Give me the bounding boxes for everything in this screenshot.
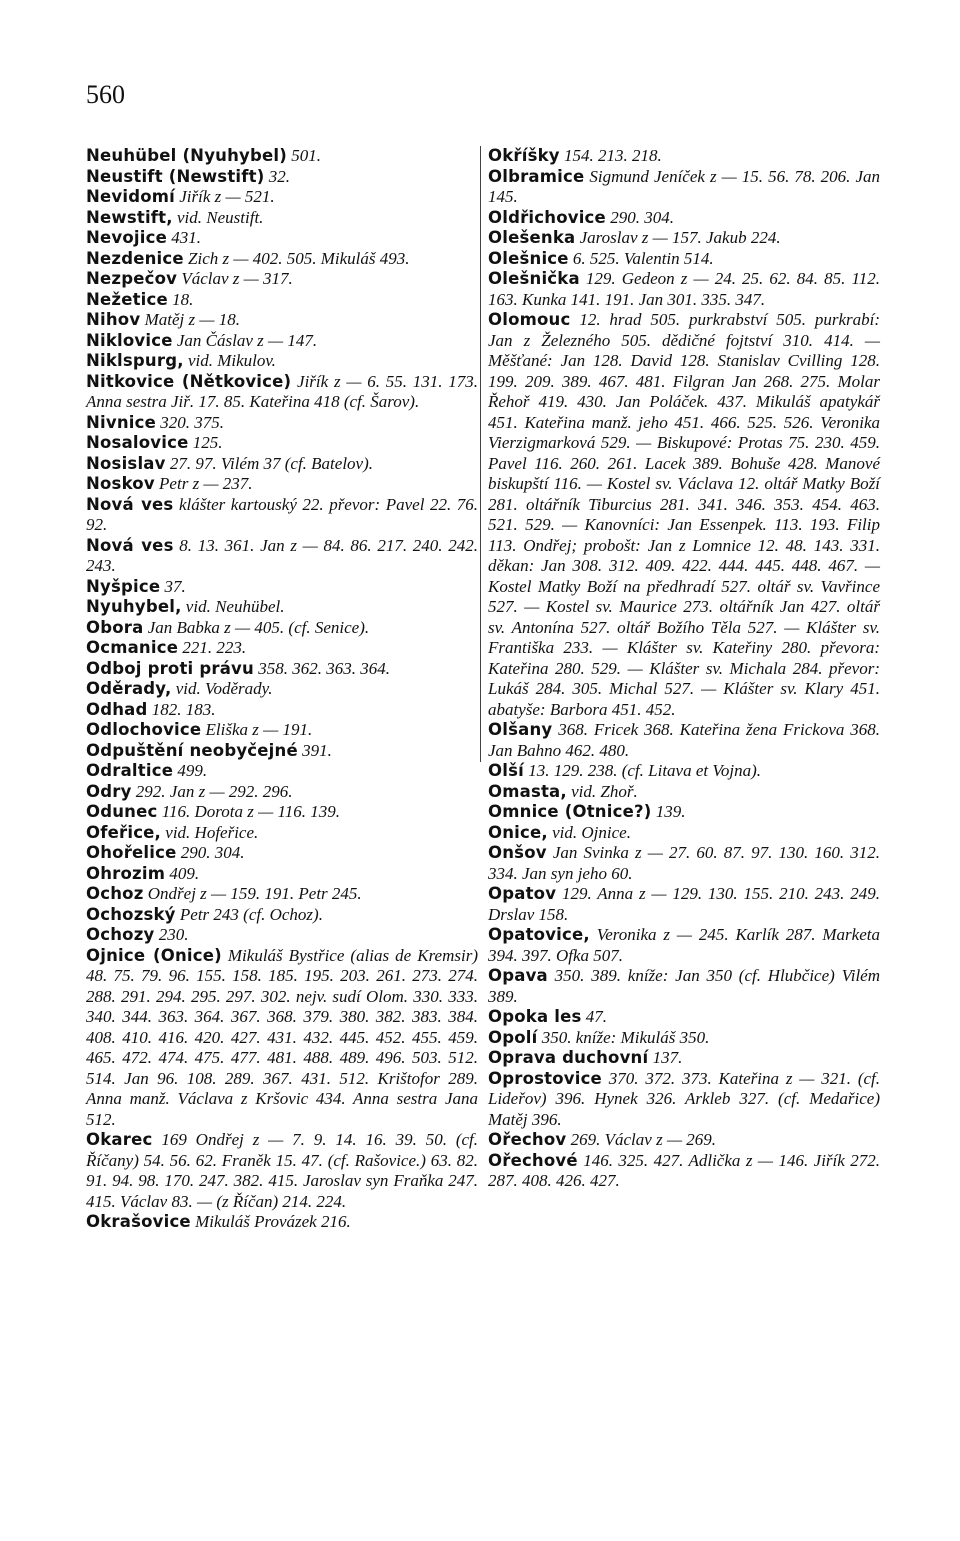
- entry-references: Sigmund Jeníček z — 15. 56. 78. 206. Jan 145.: [488, 166, 880, 206]
- index-entry: [86, 249, 478, 270]
- entry-headword: Nivnice: [86, 412, 156, 432]
- entry-references: 137.: [648, 1048, 683, 1067]
- entry-headword: Oděrady,: [86, 679, 172, 698]
- entry-headword: Olší: [488, 761, 524, 780]
- entry-headword: Newstift,: [86, 207, 173, 227]
- column-divider: [480, 146, 481, 762]
- entry-headword: Odlochovice: [86, 720, 202, 739]
- index-entry: [86, 925, 478, 946]
- entry-references: Petr 243 (cf. Ochoz).: [175, 904, 323, 924]
- entry-references: 139.: [651, 802, 686, 821]
- entry-references: 221. 223.: [178, 638, 247, 657]
- entry-headword: Omasta,: [488, 781, 567, 801]
- entry-references: 12. hrad 505. purkrabství 505. purkrabí: Jan z Železného 505. dědičné fojtství 310. 414. — Měšťané: Jan 128. David 128. Stanislav Cvilling 128. 199. 209. 389. 467. 481. Filgran Jan 268. 275. Molar Řehoř 419. 430. Jan Poláček. 437. Mikuláš apatykář 451. Kateřina manž. jeho 451. 466. 525. 526. Veronika Vierzigmarková 529. — Biskupové: Protas 75. 230. 459. Pavel 116. 260. 261. Lacek 389. Bohuše 428. Manové biskupští 116. — Kostel sv. Václava 12. oltář Matky Boží 281. oltářník Tiburcius 281. 341. 346. 353. 454. 463. 521. 529. — Kanovníci: Jan Essenpek. 113. 193. Filip 113. Ondřej; probošt: Jan z Lomnice 12. 48. 143. 331. děkan: Jan 308. 312. 409. 422. 444. 445. 448. 467. — Kostel Matky Boží na předhradí 527. oltář sv. Vavřince 527. — Kostel sv. Maurice 273. oltářník Jan 427. oltář sv. Antonína 527. oltář Božího Těla 527. — Klášter sv. Františka 233. — Klášter sv. Kateřiny 280. převora: Kateřina 280. 529. — Klášter sv. Michala 284. převor: Lukáš 284. 305. Michal 527. — Klášter sv. Klary 451. abatyše: Barbora 451. 452.: [488, 310, 880, 719]
- index-entry: [488, 761, 880, 782]
- index-entry: [488, 720, 880, 761]
- index-entry: [86, 1212, 478, 1233]
- index-entry: [86, 618, 478, 639]
- entry-references: 368. Fricek 368. Kateřina žena Frickova 368. Jan Bahno 462. 480.: [488, 720, 880, 760]
- index-entry: [86, 495, 478, 536]
- index-entry: [86, 597, 478, 618]
- entry-headword: Olešnice: [488, 248, 569, 268]
- entry-references: 269. Václav z — 269.: [566, 1130, 717, 1149]
- entry-references: 431.: [166, 228, 201, 247]
- entry-references: Matěj z — 18.: [140, 310, 240, 329]
- entry-references: Jiřík z — 521.: [175, 187, 275, 206]
- index-entry: [86, 536, 478, 577]
- entry-headword: Okarec: [86, 1130, 153, 1149]
- index-entry: [488, 1007, 880, 1028]
- entry-headword: Oprava duchovní: [488, 1048, 649, 1067]
- index-entry: [488, 310, 880, 720]
- entry-references: 27. 97. Vilém 37 (cf. Batelov).: [165, 453, 373, 473]
- index-entry: [86, 351, 478, 372]
- index-entry: [86, 208, 478, 229]
- entry-headword: Olomouc: [488, 310, 571, 329]
- entry-headword: Olešenka: [488, 228, 576, 247]
- entry-references: 350. 389. kníže: Jan 350 (cf. Hlubčice) Vilém 389.: [488, 966, 880, 1006]
- entry-headword: Ohrozim: [86, 863, 166, 883]
- index-entry: [86, 577, 478, 598]
- entry-references: Jaroslav z — 157. Jakub 224.: [575, 228, 781, 247]
- entry-headword: Omnice (Otnice?): [488, 802, 652, 821]
- entry-headword: Niklovice: [86, 330, 173, 350]
- index-entry: [488, 208, 880, 229]
- index-entry: [488, 1069, 880, 1131]
- entry-headword: Nitkovice (Nětkovice): [86, 371, 292, 391]
- index-entry: [488, 167, 880, 208]
- entry-references: 409.: [165, 863, 200, 883]
- entry-references: 125.: [188, 433, 223, 452]
- index-entry: [488, 843, 880, 884]
- entry-references: 6. 525. Valentin 514.: [568, 248, 714, 268]
- entry-headword: Odry: [86, 781, 132, 801]
- entry-references: Jan Svinka z — 27. 60. 87. 97. 130. 160. 312. 334. Jan syn jeho 60.: [488, 843, 880, 883]
- index-entry: [86, 290, 478, 311]
- entry-references: 129. Anna z — 129. 130. 155. 210. 243. 249. Drslav 158.: [488, 884, 880, 924]
- entry-references: 350. kníže: Mikuláš 350.: [537, 1027, 710, 1047]
- index-entry: [86, 884, 478, 905]
- entry-headword: Olešnička: [488, 269, 580, 288]
- entry-references: 47.: [581, 1007, 607, 1026]
- index-entry: [86, 864, 478, 885]
- entry-headword: Ochoz: [86, 884, 144, 903]
- index-entry: [86, 659, 478, 680]
- entry-references: vid. Voděrady.: [171, 679, 273, 698]
- entry-headword: Okrašovice: [86, 1212, 191, 1231]
- entry-references: 182. 183.: [147, 699, 216, 719]
- entry-headword: Nevidomí: [86, 187, 176, 206]
- index-entry: [86, 782, 478, 803]
- index-entry: [488, 1151, 880, 1192]
- entry-references: 501.: [287, 146, 321, 165]
- entry-headword: Nyšpice: [86, 576, 161, 596]
- entry-references: Petr z — 237.: [154, 474, 253, 493]
- entry-references: 18.: [167, 289, 194, 309]
- entry-headword: Neustift (Newstift): [86, 166, 265, 186]
- entry-headword: Onšov: [488, 843, 547, 862]
- index-entry: [86, 843, 478, 864]
- index-entry: [86, 167, 478, 188]
- index-entry: [488, 823, 880, 844]
- entry-references: vid. Neustift.: [172, 207, 264, 227]
- index-entry: [86, 638, 478, 659]
- index-entry: [86, 228, 478, 249]
- entry-references: 290. 304.: [605, 207, 674, 227]
- entry-headword: Ořechov: [488, 1130, 567, 1149]
- index-entry: [488, 782, 880, 803]
- entry-headword: Odunec: [86, 802, 158, 821]
- entry-references: 391.: [297, 740, 332, 760]
- entry-headword: Opatov: [488, 884, 557, 903]
- entry-headword: Nezpečov: [86, 269, 178, 288]
- entry-references: 230.: [154, 925, 189, 944]
- entry-headword: Obora: [86, 617, 144, 637]
- entry-references: 37.: [160, 576, 186, 596]
- entry-headword: Odboj proti právu: [86, 658, 254, 678]
- entry-headword: Noskov: [86, 474, 155, 493]
- entry-headword: Nosislav: [86, 453, 166, 473]
- entry-headword: Ohořelice: [86, 843, 177, 862]
- entry-headword: Ochozy: [86, 925, 155, 944]
- right-column: [488, 146, 880, 1192]
- entry-references: Václav z — 317.: [177, 269, 293, 288]
- entry-references: 370. 372. 373. Kateřina z — 321. (cf. Lideřov) 396. Hynek 326. Arkleb 327. (cf. Medařice) Matěj 396.: [488, 1068, 880, 1129]
- entry-references: 358. 362. 363. 364.: [253, 658, 390, 678]
- index-entry: [86, 946, 478, 1131]
- entry-references: vid. Zhoř.: [566, 781, 638, 801]
- entry-headword: Olbramice: [488, 166, 585, 186]
- index-entry: [86, 761, 478, 782]
- entry-headword: Niklspurg,: [86, 351, 184, 370]
- index-entry: [86, 331, 478, 352]
- entry-headword: Nihov: [86, 310, 141, 329]
- entry-headword: Nežetice: [86, 289, 168, 309]
- entry-headword: Nezdenice: [86, 248, 184, 268]
- index-entry: [488, 269, 880, 310]
- index-entry: [488, 1028, 880, 1049]
- index-entry: [86, 372, 478, 413]
- entry-references: vid. Mikulov.: [183, 351, 276, 370]
- entry-references: Jan Čáslav z — 147.: [172, 330, 318, 350]
- entry-headword: Odhad: [86, 699, 148, 719]
- entry-headword: Oprostovice: [488, 1068, 602, 1088]
- entry-references: Jan Babka z — 405. (cf. Senice).: [143, 617, 370, 637]
- entry-references: 146. 325. 427. Adlička z — 146. Jiřík 272. 287. 408. 426. 427.: [488, 1150, 880, 1190]
- entry-references: 169 Ondřej z — 7. 9. 14. 16. 39. 50. (cf. Říčany) 54. 56. 62. Franěk 15. 47. (cf. Rašovice.) 63. 82. 91. 94. 98. 170. 247. 382. 415. Jaroslav syn Fraňka 247. 415. Václav 83. — (z Říčan) 214. 224.: [86, 1130, 478, 1211]
- entry-headword: Odpuštění neobyčejné: [86, 740, 298, 760]
- entry-references: 8. 13. 361. Jan z — 84. 86. 217. 240. 242. 243.: [86, 535, 478, 575]
- index-entry: [488, 1130, 880, 1151]
- entry-headword: Ochozský: [86, 904, 176, 924]
- index-entry: [488, 925, 880, 966]
- index-entry: [86, 700, 478, 721]
- left-column: [86, 146, 478, 1233]
- entry-headword: Nyuhybel,: [86, 597, 182, 616]
- entry-headword: Opoka les: [488, 1007, 582, 1026]
- entry-headword: Neuhübel (Nyuhybel): [86, 146, 287, 165]
- entry-references: 154. 213. 218.: [559, 146, 662, 165]
- entry-references: klášter kartouský 22. převor: Pavel 22. 76. 92.: [86, 494, 478, 534]
- entry-references: 290. 304.: [176, 843, 245, 862]
- entry-references: Jiřík z — 6. 55. 131. 173. Anna sestra Jiř. 17. 85. Kateřina 418 (cf. Šarov).: [86, 371, 478, 411]
- index-entry: [86, 741, 478, 762]
- index-entry: [86, 454, 478, 475]
- entry-headword: Oldřichovice: [488, 207, 606, 227]
- entry-references: Eliška z — 191.: [201, 720, 313, 739]
- index-entry: [488, 1048, 880, 1069]
- entry-references: Veronika z — 245. Karlík 287. Marketa 394. 397. Ofka 507.: [488, 925, 880, 965]
- entry-references: 129. Gedeon z — 24. 25. 62. 84. 85. 112. 163. Kunka 141. 191. Jan 301. 335. 347.: [488, 269, 880, 309]
- entry-headword: Nová ves: [86, 535, 174, 555]
- index-entry: [86, 720, 478, 741]
- page-number: 560: [86, 80, 125, 109]
- entry-references: 32.: [264, 166, 290, 186]
- entry-references: 116. Dorota z — 116. 139.: [157, 802, 340, 821]
- index-entry: [86, 679, 478, 700]
- entry-references: vid. Ojnice.: [547, 822, 631, 842]
- index-entry: [86, 269, 478, 290]
- entry-headword: Okříšky: [488, 146, 560, 165]
- entry-references: Mikuláš Provázek 216.: [190, 1212, 351, 1231]
- entry-references: vid. Neuhübel.: [181, 597, 285, 616]
- index-entry: [86, 905, 478, 926]
- index-entry: [86, 310, 478, 331]
- index-entry: [86, 802, 478, 823]
- index-entry: [86, 433, 478, 454]
- entry-headword: Onice,: [488, 822, 548, 842]
- index-entry: [488, 249, 880, 270]
- entry-headword: Nová ves: [86, 494, 174, 514]
- entry-headword: Nevojice: [86, 228, 167, 247]
- entry-references: Mikuláš Bystřice (alias de Kremsir) 48. 75. 79. 96. 155. 158. 185. 195. 203. 261. 273. 274. 288. 291. 294. 295. 297. 302. nejv. sudí Olom. 330. 333. 340. 344. 363. 364. 367. 368. 379. 380. 382. 383. 384. 408. 410. 416. 420. 427. 431. 432. 445. 452. 455. 459. 465. 472. 474. 475. 477. 481. 488. 489. 496. 503. 512. 514. Jan 96. 108. 289. 367. 431. 512. Krištofor 289. Anna manž. Václava z Kršovic 434. Anna sestra Jana 512.: [86, 945, 478, 1129]
- index-entry: [86, 474, 478, 495]
- index-entry: [488, 146, 880, 167]
- entry-headword: Ofeřice,: [86, 822, 162, 842]
- entry-headword: Ořechové: [488, 1150, 578, 1170]
- index-entry: [86, 413, 478, 434]
- entry-references: 292. Jan z — 292. 296.: [131, 781, 293, 801]
- index-entry: [488, 228, 880, 249]
- index-entry: [86, 823, 478, 844]
- entry-headword: Opava: [488, 966, 548, 985]
- entry-references: vid. Hofeřice.: [161, 822, 259, 842]
- entry-headword: Olšany: [488, 720, 553, 739]
- entry-headword: Nosalovice: [86, 433, 189, 452]
- entry-references: Zich z — 402. 505. Mikuláš 493.: [183, 248, 410, 268]
- entry-references: Ondřej z — 159. 191. Petr 245.: [143, 884, 362, 903]
- index-entry: [86, 146, 478, 167]
- index-entry: [488, 802, 880, 823]
- entry-headword: Ocmanice: [86, 638, 179, 657]
- index-entry: [86, 187, 478, 208]
- entry-references: 499.: [173, 761, 208, 780]
- entry-headword: Odraltice: [86, 761, 174, 780]
- entry-headword: Opolí: [488, 1027, 538, 1047]
- index-entry: [488, 966, 880, 1007]
- index-entry: [86, 1130, 478, 1212]
- entry-references: 13. 129. 238. (cf. Litava et Vojna).: [523, 761, 761, 780]
- index-entry: [488, 884, 880, 925]
- entry-references: 320. 375.: [156, 412, 224, 432]
- entry-headword: Ojnice (Onice): [86, 945, 222, 965]
- entry-headword: Opatovice,: [488, 925, 590, 944]
